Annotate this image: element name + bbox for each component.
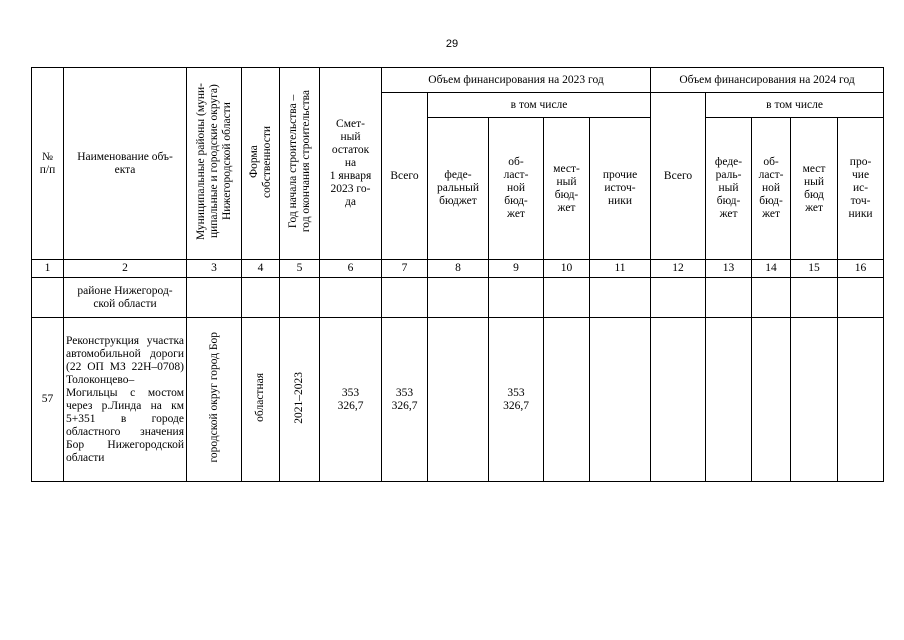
local-2024-cell bbox=[791, 318, 838, 482]
column-number: 4 bbox=[242, 260, 280, 278]
header-years: Год начала строительства – год окончания строительства bbox=[280, 68, 320, 260]
column-number: 16 bbox=[838, 260, 884, 278]
header-including-2023: в том числе bbox=[428, 93, 651, 118]
column-number: 7 bbox=[382, 260, 428, 278]
years-cell: 2021–2023 bbox=[280, 318, 320, 482]
financing-table bbox=[31, 67, 884, 482]
ownership-cell: областная bbox=[242, 318, 280, 482]
header-local-2023: мест- ный бюд- жет bbox=[544, 118, 590, 260]
table-cell bbox=[428, 278, 489, 318]
header-financing-2023: Объем финансирования на 2023 год bbox=[382, 68, 651, 93]
federal-2023-cell bbox=[428, 318, 489, 482]
table-cell bbox=[752, 278, 791, 318]
table-cell bbox=[382, 278, 428, 318]
other-2024-cell bbox=[838, 318, 884, 482]
total-2023-cell: 353 326,7 bbox=[382, 318, 428, 482]
header-financing-2024: Объем финансирования на 2024 год bbox=[651, 68, 884, 93]
table-cell bbox=[706, 278, 752, 318]
table-cell bbox=[791, 278, 838, 318]
column-number: 13 bbox=[706, 260, 752, 278]
header-remainder: Смет- ный остаток на 1 января 2023 го- да bbox=[320, 68, 382, 260]
header-local-2024: мест ный бюд жет bbox=[791, 118, 838, 260]
regional-2023-cell: 353 326,7 bbox=[489, 318, 544, 482]
column-number: 2 bbox=[64, 260, 187, 278]
header-federal-2023: феде- ральный бюджет bbox=[428, 118, 489, 260]
header-regional-2024: об- ласт- ной бюд- жет bbox=[752, 118, 791, 260]
table-cell bbox=[838, 278, 884, 318]
table-cell bbox=[651, 278, 706, 318]
row-number: 57 bbox=[32, 318, 64, 482]
remainder-cell: 353 326,7 bbox=[320, 318, 382, 482]
page-number: 29 bbox=[445, 38, 459, 50]
object-name: Реконструкция участка автомобильной дороги (22 ОП МЗ 22Н–0708) Толоконцево–Могильцы с мостом через р.Линда на км 5+351 в городе областного значения Бор Нижегородской области bbox=[64, 318, 187, 482]
local-2023-cell bbox=[544, 318, 590, 482]
table-cell bbox=[32, 278, 64, 318]
other-2023-cell bbox=[590, 318, 651, 482]
column-number: 9 bbox=[489, 260, 544, 278]
header-num: № п/п bbox=[32, 68, 64, 260]
federal-2024-cell bbox=[706, 318, 752, 482]
header-ownership: Форма собственности bbox=[242, 68, 280, 260]
table-cell bbox=[280, 278, 320, 318]
header-total-2023: Всего bbox=[382, 93, 428, 260]
column-number: 5 bbox=[280, 260, 320, 278]
table-cell bbox=[242, 278, 280, 318]
table-row-57 bbox=[32, 318, 884, 482]
table-cell bbox=[320, 278, 382, 318]
header-row-1 bbox=[32, 68, 884, 93]
header-including-2024: в том числе bbox=[706, 93, 884, 118]
column-number: 10 bbox=[544, 260, 590, 278]
table-cell bbox=[590, 278, 651, 318]
column-number: 6 bbox=[320, 260, 382, 278]
regional-2024-cell bbox=[752, 318, 791, 482]
district-cell: городской округ город Бор bbox=[187, 318, 242, 482]
total-2024-cell bbox=[651, 318, 706, 482]
header-regional-2023: об- ласт- ной бюд- жет bbox=[489, 118, 544, 260]
table-cell bbox=[544, 278, 590, 318]
header-federal-2024: феде- раль- ный бюд- жет bbox=[706, 118, 752, 260]
column-number: 15 bbox=[791, 260, 838, 278]
header-other-2024: про- чие ис- точ- ники bbox=[838, 118, 884, 260]
column-number-row bbox=[32, 260, 884, 278]
table-cell bbox=[489, 278, 544, 318]
object-name-continuation: районе Нижегород- ской области bbox=[64, 278, 187, 318]
header-name: Наименование объ- екта bbox=[64, 68, 187, 260]
header-district: Муниципальные районы (муни- ципальные и городские округа) Нижегородской области bbox=[187, 68, 242, 260]
column-number: 8 bbox=[428, 260, 489, 278]
column-number: 12 bbox=[651, 260, 706, 278]
header-total-2024: Всего bbox=[651, 93, 706, 260]
column-number: 1 bbox=[32, 260, 64, 278]
column-number: 3 bbox=[187, 260, 242, 278]
column-number: 11 bbox=[590, 260, 651, 278]
header-other-2023: прочие источ- ники bbox=[590, 118, 651, 260]
table-cell bbox=[187, 278, 242, 318]
table-row-continuation bbox=[32, 278, 884, 318]
column-number: 14 bbox=[752, 260, 791, 278]
